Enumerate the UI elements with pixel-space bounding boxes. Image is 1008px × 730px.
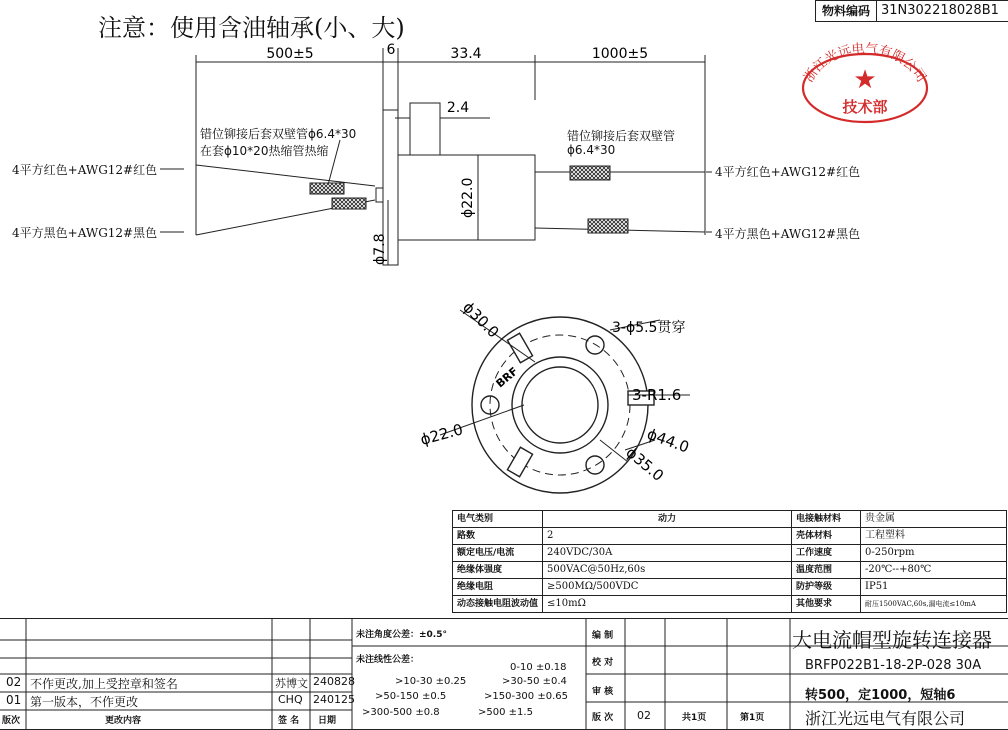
spec-row [453, 562, 1007, 579]
tol-1: 0-10 ±0.18 [510, 662, 567, 673]
dim-body: 33.4 [450, 46, 482, 62]
spec-row [453, 511, 1007, 528]
spec-key: 动态接触电阻波动值 [453, 596, 543, 613]
note-left-2: 在套ϕ10*20热缩管热缩 [200, 144, 329, 158]
wire-left-red: 4平方红色+AWG12#红色 [12, 163, 158, 177]
rev1-sign: CHQ [278, 693, 303, 706]
spec-key: 绝缘体强度 [453, 562, 543, 579]
approval-draw: 编 制 [592, 631, 614, 641]
spec-key: 额定电压/电流 [453, 545, 543, 562]
wire-left-black: 4平方黑色+AWG12#黑色 [12, 226, 158, 240]
front-mark: BRF [493, 364, 521, 391]
spec-value: -20℃--+80℃ [861, 562, 1007, 579]
spec-value: 500VAC@50Hz,60s [543, 562, 792, 579]
front-view-drawing [400, 290, 720, 505]
note-right-2: ϕ6.4*30 [567, 143, 616, 157]
note-left-1: 错位铆接后套双壁管ϕ6.4*30 [200, 127, 357, 141]
spec-value: 2 [543, 528, 792, 545]
tol-7: >500 ±1.5 [478, 707, 533, 718]
spec-key: 绝缘电阻 [453, 579, 543, 596]
rev2-desc: 不作更改,加上受控章和签名 [30, 677, 178, 691]
spec-value: 贵金属 [861, 511, 1007, 528]
spec-row [453, 596, 1007, 613]
spec-key: 电接触材料 [792, 511, 861, 528]
tol-3: >30-50 ±0.4 [502, 676, 567, 687]
approval-check: 校 对 [592, 658, 614, 668]
approval-ver-label: 版 次 [592, 713, 614, 723]
tol-6: >300-500 ±0.8 [362, 707, 440, 718]
wire-right-black: 4平方黑色+AWG12#黑色 [715, 227, 861, 241]
stamp-star: ★ [853, 65, 877, 95]
spec-key: 壳体材料 [792, 528, 861, 545]
spec-key: 防护等级 [792, 579, 861, 596]
spec-key: 路数 [453, 528, 543, 545]
tol-linear: 未注线性公差： [356, 655, 420, 665]
approval-ver: 02 [637, 709, 651, 722]
rev-header-sign: 签 名 [278, 716, 300, 726]
note-title: 注意：使用含油轴承(小、大) [98, 14, 405, 42]
spec-key: 温度范围 [792, 562, 861, 579]
dim-phi44: ϕ44.0 [644, 424, 692, 457]
spec-table [452, 510, 1007, 613]
spec-value: 0-250rpm [861, 545, 1007, 562]
spec-value: IP51 [861, 579, 1007, 596]
spec-row [453, 545, 1007, 562]
tol-5: >150-300 ±0.65 [484, 691, 568, 702]
dim-holes: 3-ϕ5.5贯穿 [612, 320, 686, 336]
rev1-desc: 第一版本，不作更改 [30, 695, 139, 709]
approval-review: 审 核 [592, 687, 614, 697]
spec-row [453, 528, 1007, 545]
company-name: 浙江光远电气有限公司 [805, 709, 966, 728]
approval-total: 共1页 [682, 713, 707, 723]
dim-flange: 6 [386, 42, 396, 58]
product-title: 大电流帽型旋转连接器 [792, 628, 992, 652]
approval-page: 第1页 [740, 713, 765, 723]
dim-phi22: ϕ22.0 [418, 420, 465, 449]
spec-key: 电气类别 [453, 511, 543, 528]
rev1-ver: 01 [6, 693, 22, 707]
rev2-date: 240828 [313, 675, 355, 688]
dim-bore: ϕ7.8 [372, 233, 388, 265]
dim-r: 3-R1.6 [632, 386, 682, 404]
dim-body-dia: ϕ22.0 [460, 177, 476, 218]
product-variant: 转500，定1000，短轴6 [805, 688, 956, 703]
product-model: BRFP022B1-18-2P-028 30A [805, 658, 982, 673]
side-view-drawing [0, 0, 1008, 300]
dim-shaft: 2.4 [446, 100, 470, 116]
stamp-arc-text: 浙江光远电气有限公司 [801, 41, 929, 86]
rev2-ver: 02 [6, 675, 22, 689]
spec-value: ≤10mΩ [543, 596, 792, 613]
rev2-sign: 苏博文 [275, 677, 308, 690]
rev-header-ver: 版次 [2, 716, 21, 726]
dim-left-cable: 500±5 [266, 46, 314, 62]
spec-row [453, 579, 1007, 596]
rev-header-desc: 更改内容 [105, 716, 142, 726]
spec-value: 耐压1500VAC,60s,漏电流≤10mA [861, 596, 1007, 613]
spec-key: 其他要求 [792, 596, 861, 613]
spec-key: 工作速度 [792, 545, 861, 562]
spec-value: 240VDC/30A [543, 545, 792, 562]
spec-value: 工程塑料 [861, 528, 1007, 545]
material-code-label: 物料编码 [816, 1, 877, 21]
note-right-1: 错位铆接后套双壁管 [567, 129, 676, 143]
tol-4: >50-150 ±0.5 [375, 691, 447, 702]
stamp-dept: 技术部 [842, 98, 888, 116]
rev1-date: 240125 [313, 693, 355, 706]
material-code-value: 31N302218028B1 [881, 3, 999, 18]
dim-right-cable: 1000±5 [591, 46, 649, 62]
spec-value: ≥500MΩ/500VDC [543, 579, 792, 596]
tol-angle: 未注角度公差：±0.5° [356, 630, 447, 640]
spec-value: 动力 [543, 511, 792, 528]
rev-header-date: 日期 [318, 716, 337, 726]
dim-phi35: ϕ35.0 [622, 443, 668, 485]
tol-2: >10-30 ±0.25 [395, 676, 467, 687]
wire-right-red: 4平方红色+AWG12#红色 [715, 165, 861, 179]
dim-phi30: ϕ30.0 [459, 298, 503, 342]
